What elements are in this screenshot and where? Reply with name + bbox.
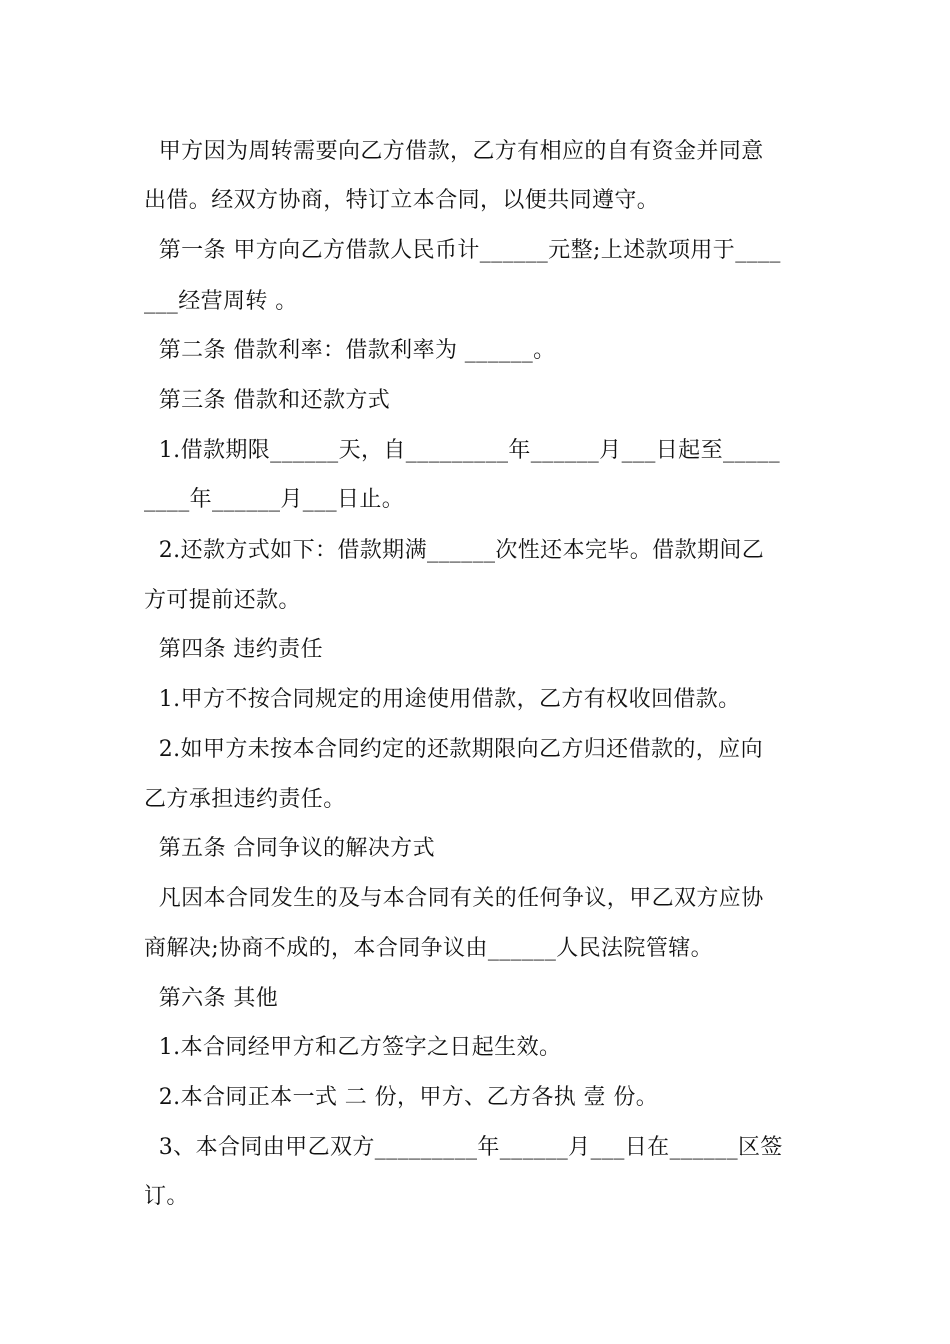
- text-line: 第五条 合同争议的解决方式: [144, 836, 435, 861]
- text-line: ____年______月___日止。: [144, 487, 405, 512]
- text-line: 第一条 甲方向乙方借款人民币计______元整;上述款项用于____: [144, 238, 781, 263]
- text-line: 2.如甲方未按本合同约定的还款期限向乙方归还借款的，应向: [144, 737, 763, 762]
- text-line: 第六条 其他: [144, 986, 279, 1011]
- text-line: 凡因本合同发生的及与本合同有关的任何争议，甲乙双方应协: [144, 886, 764, 911]
- text-line: 1.甲方不按合同规定的用途使用借款，乙方有权收回借款。: [144, 687, 741, 712]
- text-line: 乙方承担违约责任。: [144, 787, 346, 812]
- text-line: 甲方因为周转需要向乙方借款，乙方有相应的自有资金并同意: [144, 139, 764, 164]
- text-line: 第三条 借款和还款方式: [144, 388, 391, 413]
- text-line: 第四条 违约责任: [144, 637, 323, 662]
- text-line: 方可提前还款。: [144, 588, 301, 613]
- text-line: 商解决;协商不成的，本合同争议由______人民法院管辖。: [144, 936, 714, 961]
- text-line: 出借。经双方协商，特订立本合同，以便共同遵守。: [144, 188, 660, 213]
- text-line: 2.还款方式如下：借款期满______次性还本完毕。借款期间乙: [144, 538, 765, 563]
- text-line: 3、本合同由甲乙双方_________年______月___日在______区签: [144, 1135, 783, 1160]
- text-line: 订。: [144, 1184, 189, 1209]
- text-line: 1.借款期限______天，自_________年______月___日起至_____: [144, 438, 780, 463]
- text-line: 1.本合同经甲方和乙方签字之日起生效。: [144, 1035, 562, 1060]
- text-line: 第二条 借款利率：借款利率为 ______。: [144, 338, 556, 363]
- text-line: 2.本合同正本一式 二 份，甲方、乙方各执 壹 份。: [144, 1085, 659, 1110]
- text-line: ___经营周转 。: [144, 289, 298, 314]
